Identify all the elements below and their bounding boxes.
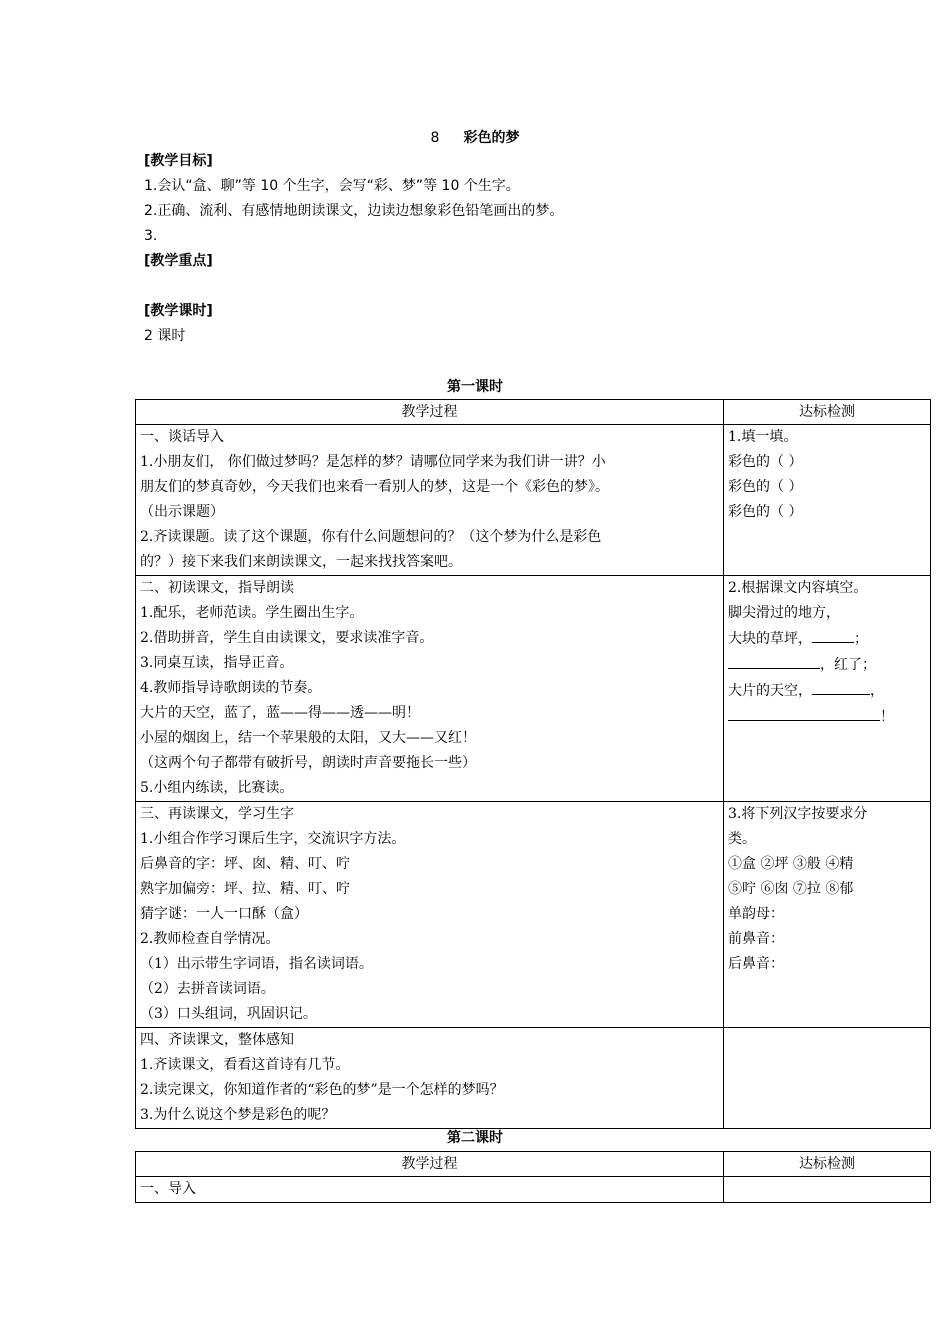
fill-suffix: ，	[870, 683, 884, 699]
table-row	[136, 1028, 931, 1129]
goal-item: 3.	[144, 228, 158, 244]
hours-heading: [教学课时]	[144, 303, 213, 319]
fill-suffix: ！	[880, 709, 894, 725]
process-cell	[136, 802, 724, 1028]
goals-heading: [教学目标]	[144, 153, 213, 169]
process-line: 2.借助拼音，学生自由读课文，要求读准字音。	[140, 630, 434, 646]
check-cell	[724, 425, 931, 576]
check-line: 彩色的（ ）	[728, 479, 803, 495]
table-row	[136, 1177, 931, 1203]
check-line: 1.填一填。	[728, 429, 798, 445]
process-line: 的？）接下来我们来朗读课文，一起来找找答案吧。	[140, 554, 462, 570]
lesson2-title: 第二课时	[447, 1130, 503, 1146]
fill-prefix: 大块的草坪，	[728, 631, 812, 647]
process-line: 四、齐读课文，整体感知	[140, 1032, 294, 1048]
check-line: 彩色的（ ）	[728, 454, 803, 470]
process-line: 一、谈话导入	[140, 429, 224, 445]
fill-blank	[728, 704, 880, 721]
process-line: 3.为什么说这个梦是彩色的呢？	[140, 1107, 336, 1123]
goal-item: 2.正确、流利、有感情地朗读课文，边读边想象彩色铅笔画出的梦。	[144, 203, 564, 219]
col-check-header: 达标检测	[724, 400, 931, 425]
fill-blank	[728, 652, 820, 669]
lesson-title-text: 彩色的梦	[463, 130, 520, 146]
check-cell-empty	[724, 1177, 931, 1203]
process-line: 2.齐读课题。读了这个课题，你有什么问题想问的？（这个梦为什么是彩色	[140, 529, 602, 545]
goals-section	[144, 149, 844, 349]
process-line: （出示课题）	[140, 504, 224, 520]
process-line: （1）出示带生字词语，指名读词语。	[140, 956, 373, 972]
process-line: 3.同桌互读，指导正音。	[140, 655, 294, 671]
col-process-header: 教学过程	[136, 1152, 724, 1177]
check-line: 后鼻音：	[728, 956, 784, 972]
process-line: 二、初读课文，指导朗读	[140, 580, 294, 596]
key-blank	[144, 274, 844, 299]
key-heading: [教学重点]	[144, 253, 213, 269]
check-line	[728, 652, 926, 678]
process-line: 1.配乐，老师范读。学生圈出生字。	[140, 605, 364, 621]
process-line: 猜字谜：一人一口酥（盒）	[140, 906, 308, 922]
check-line	[728, 678, 926, 704]
fill-blank	[812, 678, 870, 695]
table-row	[136, 802, 931, 1028]
process-line: 1.齐读课文，看看这首诗有几节。	[140, 1057, 350, 1073]
lesson2-table	[135, 1151, 931, 1203]
col-process-header: 教学过程	[136, 400, 724, 425]
fill-suffix: ；	[854, 631, 868, 647]
lesson1-title: 第一课时	[447, 379, 503, 395]
process-line: 后鼻音的字：坪、囱、精、叮、咛	[140, 856, 350, 872]
process-line: 4.教师指导诗歌朗读的节奏。	[140, 680, 322, 696]
check-line: ⑤咛 ⑥囱 ⑦拉 ⑧郁	[728, 881, 854, 897]
check-line: 3.将下列汉字按要求分	[728, 806, 868, 822]
process-line: 三、再读课文，学习生字	[140, 806, 294, 822]
process-cell: 一、导入	[136, 1177, 724, 1203]
process-line: 熟字加偏旁：坪、拉、精、叮、咛	[140, 881, 350, 897]
check-cell	[724, 802, 931, 1028]
col-check-header: 达标检测	[724, 1152, 931, 1177]
lesson1-table	[135, 399, 931, 1129]
check-line: 类。	[728, 831, 756, 847]
check-cell-empty	[724, 1028, 931, 1129]
fill-prefix: 大片的天空，	[728, 683, 812, 699]
lesson-title	[0, 128, 950, 148]
fill-suffix: ，红了；	[820, 657, 876, 673]
process-line: 1.小组合作学习课后生字，交流识字方法。	[140, 831, 406, 847]
check-line: ①盒 ②坪 ③般 ④精	[728, 856, 854, 872]
table-row	[136, 425, 931, 576]
hours-value: 2 课时	[144, 328, 186, 344]
process-line: （3）口头组词，巩固识记。	[140, 1006, 317, 1022]
process-line: 5.小组内练读，比赛读。	[140, 780, 294, 796]
process-cell	[136, 425, 724, 576]
process-line: 小屋的烟囱上，结一个苹果般的太阳，又大——又红！	[140, 730, 476, 746]
check-line: 单韵母：	[728, 906, 784, 922]
check-line: 脚尖滑过的地方，	[728, 605, 840, 621]
table-row	[136, 576, 931, 802]
process-line: 2.读完课文，你知道作者的“彩色的梦”是一个怎样的梦吗？	[140, 1082, 504, 1098]
process-cell	[136, 1028, 724, 1129]
table-header-row	[136, 1152, 931, 1177]
check-line	[728, 704, 926, 730]
process-line: （2）去拼音读词语。	[140, 981, 275, 997]
check-line: 2.根据课文内容填空。	[728, 580, 868, 596]
process-line: 朋友们的梦真奇妙，今天我们也来看一看别人的梦，这是一个《彩色的梦》。	[140, 479, 609, 495]
check-line: 彩色的（ ）	[728, 504, 803, 520]
process-line: 2.教师检查自学情况。	[140, 931, 280, 947]
table-header-row	[136, 400, 931, 425]
check-cell	[724, 576, 931, 802]
process-line: 1.小朋友们， 你们做过梦吗？是怎样的梦？请哪位同学来为我们讲一讲？小	[140, 454, 606, 470]
lesson-number: 8	[430, 130, 440, 146]
process-line: （这两个句子都带有破折号，朗读时声音要拖长一些）	[140, 755, 476, 771]
fill-blank	[812, 626, 854, 643]
check-line: 前鼻音：	[728, 931, 784, 947]
goal-item: 1.会认“盒、聊”等 10 个生字，会写“彩、梦”等 10 个生字。	[144, 178, 520, 194]
process-cell	[136, 576, 724, 802]
process-line: 大片的天空，蓝了，蓝——得——透——明！	[140, 705, 420, 721]
check-line	[728, 626, 926, 652]
